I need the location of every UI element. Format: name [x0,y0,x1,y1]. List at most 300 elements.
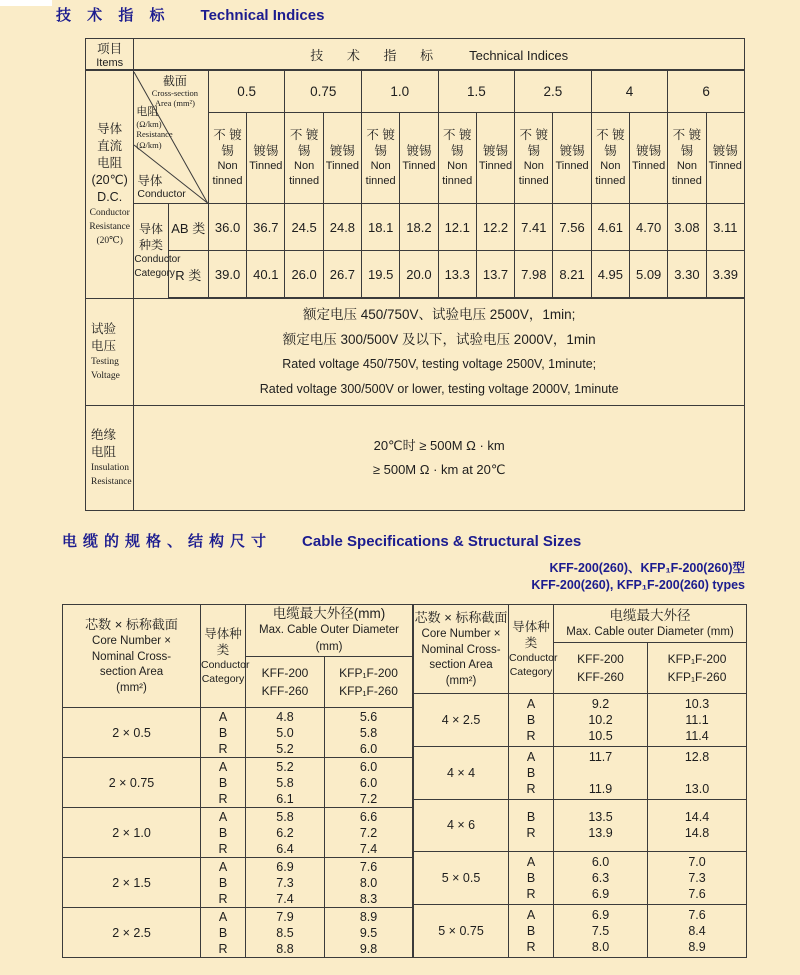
kfp1f-value-line: 7.6 [359,859,378,874]
items-header-cell [86,39,134,71]
core-number-header-cell-line: Core Number × [92,635,171,647]
core-number-header-cell [414,605,509,694]
resistance-label-line: (Ω/km) [136,139,162,150]
kfp1f-value-line: 7.4 [359,841,378,856]
core-spec-cell: 2 × 0.5 [63,708,201,758]
tin-header-line: Non [447,160,468,172]
insulation-resistance-content-cell-line: ≥ 500M Ω · km at 20℃ [372,462,506,477]
tin-header-line: tinned [518,175,549,187]
tinned-header-cell [323,113,361,204]
core-spec-cell: 2 × 1.0 [63,808,201,858]
category-line: B [218,875,228,890]
dc-resistance-label-zh [86,121,133,206]
category-line: R [218,791,228,806]
technical-indices-table [85,38,745,511]
insulation-resistance-content-cell [134,406,745,511]
spec-group-row [414,746,747,799]
resistance-value-cell: 40.1 [247,251,285,299]
category-line: A [218,859,228,874]
kff-value-line: 7.5 [591,924,610,939]
insulation-resistance-label-en-line: Insulation [91,463,129,473]
kff-value-line: 10.5 [588,728,613,743]
tin-header-line: 镀锡 [253,143,279,158]
testing-voltage-line: Rated voltage 450/750V, testing voltage 2500V, 1minute; [282,357,597,371]
kfp1f-model-header-cell-line: KFP₁F-260 [667,670,727,684]
kff-model-header-cell-line: KFF-200 [261,666,309,680]
dc-resistance-label-en-line: Conductor [89,207,130,218]
diagonal-header-cell [134,70,209,204]
tin-header-line: Non [523,160,544,172]
kfp1f-value-line: 7.3 [688,871,706,886]
cross-section-value-cell: 1.5 [438,70,515,113]
kff-value-line [554,765,647,781]
kfp1f-diameter-cell [325,858,413,908]
insulation-resistance-label-en [91,461,133,489]
conductor-category-header-cell-line: Category [201,673,245,685]
spec-group-row [414,905,747,958]
testing-voltage-label-en-line: Testing [91,356,119,367]
category-line: A [218,809,228,824]
kfp1f-value-line: 7.6 [688,887,706,902]
core-spec-cell: 5 × 0.5 [414,852,509,905]
conductor-category-header-cell-line: 导体种 [512,620,550,634]
tin-header-line: 不 镀 [596,128,625,142]
core-number-header-cell-line: (mm²) [445,674,477,687]
resistance-value-cell: 12.1 [438,204,476,251]
resistance-value-cell: 24.5 [285,204,323,251]
resistance-value-cell: 4.61 [591,204,629,251]
section2-title-zh: 电缆的规格、结构尺寸 [62,533,273,550]
resistance-value-cell: 4.70 [630,204,668,251]
kff-value-line: 5.2 [276,759,294,774]
kff-diameter-cell [246,858,325,908]
max-diameter-header-cell-line: Max. Cable outer Diameter (mm) [566,625,734,638]
kff-model-header-cell [246,657,325,708]
core-number-header-cell [63,605,201,708]
core-spec-cell: 4 × 6 [414,799,509,852]
kfp1f-value-line: 6.0 [359,775,378,790]
category-line: B [218,775,228,790]
resistance-value-cell: 36.7 [247,204,285,251]
kff-value-line: 5.0 [276,725,294,740]
kfp1f-value-line: 10.3 [684,696,710,711]
max-diameter-header-cell-line: 电缆最大外径(mm) [272,606,386,621]
conductor-category-header-cell [509,605,558,694]
kff-value-line: 6.1 [276,791,294,806]
insulation-resistance-label-zh [91,427,133,461]
tin-header-line: Tinned [325,159,359,172]
kff-value-line: 9.2 [591,696,610,711]
insulation-resistance-label-cell [86,406,134,511]
kff-value-line: 7.4 [276,891,294,906]
insulation-resistance-label-en-line: Resistance [91,477,132,487]
max-diameter-header-cell [246,605,413,657]
resistance-value-cell: 7.41 [515,204,553,251]
resistance-value-cell: 39.0 [208,251,246,299]
kff-value-line: 11.7 [588,749,613,764]
spec-group-row [63,808,413,858]
cross-section-area-label-line: Cross-section [151,87,199,98]
resistance-value-cell: 7.56 [553,204,591,251]
cross-section-area-label-line: 截面 [162,73,187,88]
tin-header-line: 锡 [450,144,464,158]
core-number-header-cell-line: section Area [429,659,493,671]
tin-header-line: tinned [365,175,396,187]
tin-header-line: Non [600,160,621,172]
kfp1f-model-header-cell [325,657,413,708]
kfp1f-value-line: 8.3 [359,891,378,906]
cross-section-value-cell: 6 [668,70,745,113]
kff-value-line: 6.2 [276,825,294,840]
cross-section-value-cell: 0.5 [208,70,285,113]
r-class-label: R 类 [168,251,208,299]
category-cell [201,908,246,958]
resistance-value-cell: 3.11 [706,204,744,251]
kfp1f-value-line: 7.2 [359,825,378,840]
kff-value-line: 6.4 [276,841,294,856]
cable-spec-body-right [414,694,747,958]
tin-header-line: tinned [595,175,626,187]
kff-value-line: 13.5 [588,810,613,825]
core-number-header-cell-line: (mm²) [116,681,147,694]
spec-group-row [414,799,747,852]
category-line: R [218,841,228,856]
tin-header-line: Non [294,160,315,172]
ab-class-row [86,204,745,251]
technical-indices-zh: 技 术 指 标 [310,47,444,63]
testing-voltage-label-zh-line: 试验 [91,321,117,336]
conductor-label-line: Conductor [137,187,186,200]
conductor-category-en-line: Category [134,267,175,279]
resistance-value-cell: 12.2 [476,204,514,251]
ab-class-label: AB 类 [168,204,208,251]
category-cell [509,746,554,799]
category-line: R [526,728,536,743]
category-cell [509,852,554,905]
resistance-value-cell: 8.21 [553,251,591,299]
table-header-row [86,39,745,71]
resistance-value-cell: 24.8 [323,204,361,251]
category-line: B [526,712,536,727]
core-number-header-cell-line: section Area [99,666,164,678]
category-line: A [526,855,536,870]
kfp1f-value-line: 6.0 [359,759,378,774]
category-cell [201,808,246,858]
dc-resistance-label-zh-line: 电阻 [97,155,123,170]
testing-voltage-row [86,298,745,406]
tin-header-line: 锡 [297,144,311,158]
diagonal-cell-content [134,72,208,203]
kff-diameter-cell [246,908,325,958]
kfp1f-model-header-cell [648,643,747,694]
category-cell [509,905,554,958]
core-spec-cell: 2 × 0.75 [63,758,201,808]
non-tinned-header-cell [515,113,553,204]
cross-section-value-cell: 2.5 [515,70,592,113]
testing-voltage-label-en-line: Voltage [91,370,120,381]
conductor-category-header-cell-line: 类 [216,643,230,657]
conductor-category-en-line: Conductor [134,253,181,265]
conductor-category-en [134,253,181,281]
kfp1f-diameter-cell [648,905,747,958]
cross-section-value-cell: 1.0 [362,70,439,113]
tin-header-line: tinned [289,175,320,187]
kfp1f-value-line: 11.1 [685,712,709,727]
kfp1f-diameter-cell [325,758,413,808]
category-line: A [218,759,228,774]
kff-model-header-cell-line: KFF-200 [577,652,624,666]
kff-value-line: 6.0 [591,855,610,870]
tin-header-line: 锡 [680,144,694,158]
dc-resistance-label-en-line: (20℃) [96,235,123,246]
section1-title [56,4,324,25]
kfp1f-diameter-cell [648,799,747,852]
core-spec-cell: 2 × 1.5 [63,858,201,908]
non-tinned-header-cell [285,113,323,204]
spec-header-row [414,605,747,643]
non-tinned-header-cell [438,113,476,204]
kff-value-line: 7.9 [276,909,294,924]
kfp1f-diameter-cell [648,852,747,905]
dc-resistance-label-zh-line: 直流 [97,138,123,153]
category-line: A [218,909,228,924]
kff-value-line: 10.2 [588,712,613,727]
cable-spec-table-left [62,604,413,958]
max-diameter-header-cell-line: 电缆最大外径 [609,607,691,623]
tin-header-line: 镀锡 [712,143,738,158]
cable-spec-table-right [413,604,747,958]
kfp1f-diameter-cell [325,908,413,958]
conductor-category-header-cell-line: Conductor [509,652,558,664]
cross-section-row [86,70,745,113]
dc-resistance-label-en [86,206,133,248]
resistance-value-cell: 13.7 [476,251,514,299]
category-cell [509,799,554,852]
section1-title-zh: 技 术 指 标 [56,7,171,24]
kff-value-line: 13.9 [588,826,613,841]
kff-model-header-cell-line: KFF-260 [577,670,624,684]
core-number-header-cell-line: 芯数 × 标称截面 [85,617,178,632]
kff-diameter-cell [554,694,648,747]
category-line: A [218,709,228,724]
kfp1f-diameter-cell [648,746,747,799]
category-line: B [218,925,228,940]
category-line: R [526,826,536,841]
kff-value-line: 5.8 [276,809,294,824]
resistance-value-cell: 13.3 [438,251,476,299]
spec-group-row [63,858,413,908]
resistance-value-cell: 19.5 [362,251,400,299]
tinned-header-cell [476,113,514,204]
scan-corner-artifact [0,0,52,6]
core-spec-cell: 5 × 0.75 [414,905,509,958]
category-cell [201,858,246,908]
resistance-value-cell: 3.39 [706,251,744,299]
category-line: B [526,765,536,780]
core-number-header-cell-line: Nominal Cross- [91,650,172,663]
tin-header-line: 镀锡 [483,143,509,158]
category-line: B [218,725,228,740]
conductor-label-line: 导体 [137,173,163,188]
conductor-label [137,175,185,201]
spec-group-row [63,708,413,758]
tin-header-line: 锡 [221,144,234,158]
dc-resistance-label-zh-line: (20℃) [91,172,128,187]
resistance-value-cell: 18.2 [400,204,438,251]
category-cell [201,758,246,808]
core-number-header-cell-line: 芯数 × 标称截面 [414,610,508,625]
tin-header-line: 不 镀 [519,128,549,142]
resistance-label-line: 电阻 [136,105,159,118]
resistance-value-cell: 5.09 [630,251,668,299]
kfp1f-value-line: 7.0 [688,855,706,870]
core-spec-cell: 2 × 2.5 [63,908,201,958]
category-line: B [218,825,228,840]
category-line: B [526,924,536,939]
max-diameter-header-cell-line: Max. Cable Outer Diameter (mm) [259,624,399,653]
testing-voltage-label-en [91,355,133,383]
spec-group-row [63,758,413,808]
testing-voltage-line: 额定电压 300/500V 及以下，试验电压 2000V，1min [282,332,596,347]
tin-header-line: 镀锡 [329,143,355,158]
tinned-header-cell [630,113,668,204]
cable-types-subtitle [531,560,745,594]
cross-section-value-cell: 0.75 [285,70,362,113]
kff-diameter-cell [246,808,325,858]
kff-diameter-cell [554,746,648,799]
conductor-category-header-cell-line: 导体种 [204,627,242,641]
resistance-label-line: (Ω/km) [136,118,162,129]
tin-header-line: Tinned [478,159,513,172]
section1-title-en: Technical Indices [200,7,325,24]
section2-title-en: Cable Specifications & Structural Sizes [302,533,582,550]
category-line: R [218,741,228,756]
resistance-value-cell: 26.0 [285,251,323,299]
tin-header-line: 锡 [604,144,617,158]
kfp1f-value-line: 8.0 [359,875,378,890]
cross-section-value-cell: 4 [591,70,668,113]
conductor-category-zh-line: 种类 [138,237,163,252]
kff-model-header-cell-line: KFF-260 [261,684,309,698]
tin-header-line: tinned [212,175,243,187]
category-line: R [526,887,536,902]
kfp1f-model-header-cell-line: KFP₁F-200 [667,652,727,666]
kfp1f-value-line: 6.0 [359,741,378,756]
max-diameter-header-cell [554,605,747,643]
category-line: B [526,871,536,886]
non-tinned-header-cell [362,113,400,204]
kfp1f-model-header-cell-line: KFP₁F-260 [339,684,398,698]
cable-spec-body-left [63,708,413,958]
tin-header-line: tinned [442,175,473,187]
non-tinned-header-cell [208,113,246,204]
conductor-category-header-cell-line: Category [509,666,553,678]
dc-resistance-label-en-line: Resistance [89,221,130,232]
conductor-category-zh [134,221,167,253]
category-line: A [526,908,536,923]
kff-value-line: 7.3 [276,875,294,890]
testing-voltage-line: 额定电压 450/750V、试验电压 2500V，1min; [303,307,576,322]
category-line: R [218,891,228,906]
kff-value-line: 4.8 [276,709,294,724]
tinned-header-cell [706,113,744,204]
testing-voltage-label-zh-line: 电压 [91,338,117,353]
tin-header-line: tinned [671,175,702,187]
spec-header-row [63,605,413,657]
insulation-resistance-label-zh-line: 电阻 [91,445,117,459]
testing-voltage-label-cell [86,298,134,406]
tinned-header-cell [247,113,285,204]
insulation-resistance-content-cell-line: 20℃时 ≥ 500M Ω · km [373,438,505,453]
tinned-header-cell [400,113,438,204]
conductor-category-header-cell-line: 类 [524,636,538,650]
tin-header-line: Tinned [555,159,589,172]
resistance-value-cell: 3.30 [668,251,706,299]
conductor-category-header-cell-line: Conductor [201,659,250,671]
kfp1f-value-line: 8.4 [688,924,706,939]
kfp1f-value-line: 12.8 [684,749,710,764]
tin-header-line: 不 镀 [213,128,242,142]
kfp1f-value-line: 14.8 [684,826,710,841]
tin-header-line: 不 镀 [442,128,472,142]
kff-value-line: 5.2 [276,741,294,756]
conductor-category-cell [134,204,181,299]
core-number-header-cell-line: Core Number × [421,628,501,640]
tin-header-line: 锡 [374,144,387,158]
spec-group-row [414,852,747,905]
tin-header-line: Non [676,160,698,172]
kfp1f-value-line: 5.8 [359,725,378,740]
testing-voltage-line: Rated voltage 300/500V or lower, testing voltage 2000V, 1minute [259,382,619,396]
kff-model-header-cell [554,643,648,694]
items-label-en: Items [96,57,124,69]
spec-group-row [63,908,413,958]
tin-header-line: 镀锡 [406,143,432,158]
items-label-zh: 项目 [97,42,123,56]
testing-voltage-content-cell [134,298,745,406]
kff-value-line: 11.9 [588,781,613,796]
cross-section-area-label-line: Area (mm²) [154,97,195,108]
kff-value-line: 6.9 [591,908,610,923]
kfp1f-diameter-cell [325,708,413,758]
kfp1f-value-line: 13.0 [684,781,710,796]
non-tinned-header-cell [668,113,706,204]
kfp1f-model-header-cell-line: KFP₁F-200 [339,666,398,680]
section2-title [62,530,581,551]
core-spec-cell: 4 × 2.5 [414,694,509,747]
category-line: R [526,781,536,796]
kfp1f-value-line: 6.6 [359,809,378,824]
kfp1f-diameter-cell [648,694,747,747]
core-number-header-cell-line: Nominal Cross- [421,643,501,656]
insulation-resistance-label-zh-line: 绝缘 [91,428,117,442]
kfp1f-value-line: 8.9 [359,909,378,924]
tin-header-line: Tinned [708,159,742,172]
insulation-resistance-row [86,406,745,511]
resistance-value-cell: 18.1 [362,204,400,251]
technical-indices-header-cell [134,39,745,71]
kff-diameter-cell [554,852,648,905]
kff-value-line: 8.5 [276,925,294,940]
resistance-value-cell: 36.0 [208,204,246,251]
kff-diameter-cell [246,758,325,808]
kfp1f-value-line: 7.6 [688,908,706,923]
kfp1f-value-line: 9.5 [359,925,378,940]
kff-value-line: 6.9 [276,859,294,874]
cable-types-subtitle-line: KFF-200(260), KFP₁F-200(260) types [531,578,745,592]
tin-header-line: 镀锡 [636,143,662,158]
kff-value-line: 8.0 [591,940,610,955]
